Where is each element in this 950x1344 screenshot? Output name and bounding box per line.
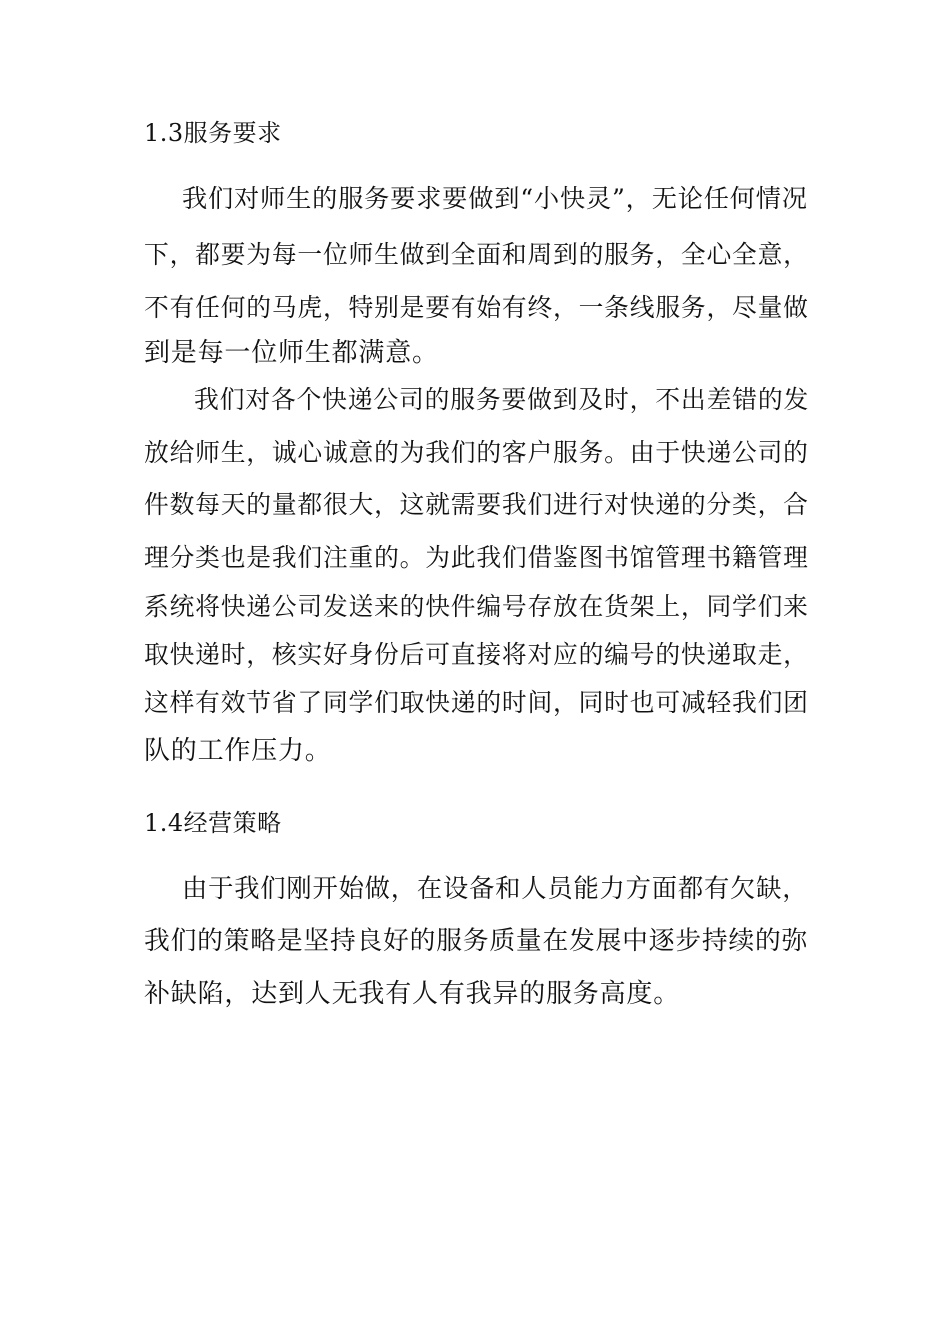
paragraph-line: 补缺陷，达到人无我有人有我异的服务高度。: [144, 979, 681, 1009]
paragraph-line: 这样有效节省了同学们取快递的时间，同时也可减轻我们团: [144, 688, 809, 717]
paragraph-line: 取快递时，核实好身份后可直接将对应的编号的快递取走，: [144, 640, 809, 669]
paragraph-line: 下，都要为每一位师生做到全面和周到的服务，全心全意，: [144, 240, 809, 269]
paragraph-line: 我们的策略是坚持良好的服务质量在发展中逐步持续的弥: [144, 926, 809, 956]
paragraph-line: 我们对各个快递公司的服务要做到及时，不出差错的发: [194, 385, 810, 414]
paragraph-line: 我们对师生的服务要求要做到“小快灵”，无论任何情况: [182, 184, 808, 213]
paragraph-line: 件数每天的量都很大，这就需要我们进行对快递的分类，合: [144, 490, 809, 519]
paragraph-line: 由于我们刚开始做，在设备和人员能力方面都有欠缺，: [182, 874, 809, 903]
paragraph-line: 理分类也是我们注重的。为此我们借鉴图书馆管理书籍管理: [144, 543, 809, 572]
paragraph-line: 不有任何的马虎，特别是要有始有终，一条线服务，尽量做: [144, 293, 809, 322]
section-heading-1-4: 1.4经营策略: [144, 809, 282, 837]
paragraph-line: 系统将快递公司发送来的快件编号存放在货架上，同学们来: [144, 592, 809, 621]
paragraph-line: 队的工作压力。: [144, 736, 332, 766]
paragraph-line: 放给师生，诚心诚意的为我们的客户服务。由于快递公司的: [144, 438, 809, 467]
paragraph-line: 到是每一位师生都满意。: [144, 338, 439, 368]
section-heading-1-3: 1.3服务要求: [144, 119, 282, 147]
